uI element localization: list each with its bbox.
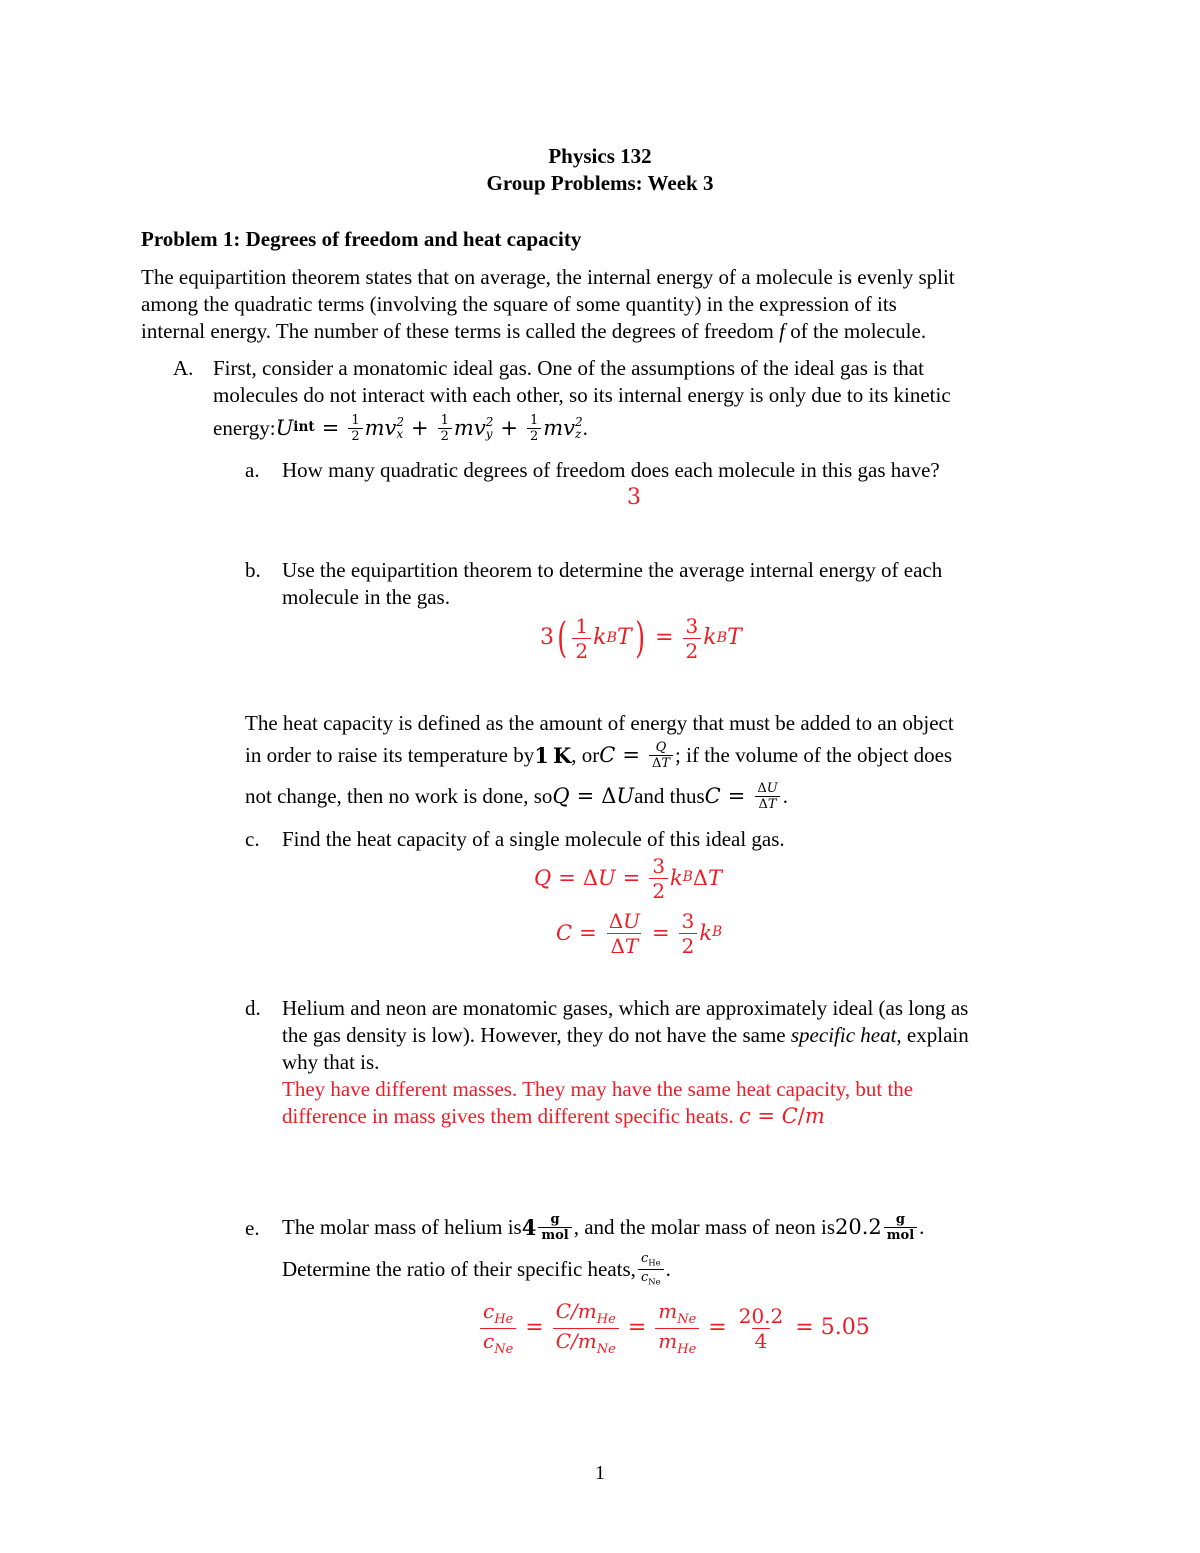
question-d-line-1: Helium and neon are monatomic gases, which are approximately ideal (as long as	[282, 996, 969, 1020]
question-e-label: e.	[245, 1216, 260, 1240]
question-a-text: How many quadratic degrees of freedom does each molecule in this gas have?	[282, 458, 940, 482]
heat-text-line-1: The heat capacity is defined as the amount of energy that must be added to an object	[245, 711, 954, 735]
question-e-line-1: The molar mass of helium is 4 $\frac{g}{\text{mol}}$ , and the molar mass of neon is 20.2 $\frac{g}{\text{mol}}$ .	[282, 1211, 925, 1243]
problem-title: Problem 1: Degrees of freedom and heat capacity	[141, 227, 582, 251]
question-e-line-2: Determine the ratio of their specific heats, $\frac{c_{He}}{c_{Ne}}$ .	[282, 1251, 671, 1287]
f-symbol: f	[779, 319, 785, 343]
answer-d-line-1: They have different masses. They may have the same heat capacity, but the	[282, 1077, 914, 1101]
intro-line-3: internal energy. The number of these terms is called the degrees of freedom f of the molecule.	[141, 319, 927, 343]
part-a-label: A.	[173, 356, 194, 380]
answer-c-equation-2: C = $\frac{\Delta U}{\Delta T}$ = $\frac{3}{2}$ k B	[556, 908, 723, 958]
question-d-label: d.	[245, 996, 261, 1020]
answer-b-equation: 3 ( $\frac{1}{2}$ k B T ) = $\frac{3}{2}$ k B T	[540, 613, 742, 663]
answer-d-line-2: difference in mass gives them different specific heats. c = C/m	[282, 1104, 825, 1128]
question-b-line-2: molecule in the gas.	[282, 585, 450, 609]
question-d-line-3: why that is.	[282, 1050, 380, 1074]
answer-a: 3	[627, 485, 641, 510]
heat-text-line-2: in order to raise its temperature by 1 K , or C = $\frac{Q}{\Delta T}$ ; if the volume of the object does	[245, 739, 953, 771]
page-number: 1	[595, 1462, 605, 1484]
question-b-line-1: Use the equipartition theorem to determine the average internal energy of each	[282, 558, 943, 582]
intro-line-1: The equipartition theorem states that on average, the internal energy of a molecule is evenly split	[141, 265, 955, 289]
internal-energy-equation: energy: U int = $\frac{1}{2}$ mv 2 x + $\frac{1}{2}$ mv 2 y + $\frac{1}{2}$ mv 2 z .	[213, 412, 588, 444]
heat-text-line-3: not change, then no work is done, so Q = ΔU and thus C = $\frac{\Delta U}{\Delta T}$ .	[245, 780, 788, 812]
question-c-text: Find the heat capacity of a single molecule of this ideal gas.	[282, 827, 785, 851]
course-title: Physics 132	[548, 144, 652, 168]
ratio-result: 5.05	[820, 1315, 870, 1340]
question-a-label: a.	[245, 458, 260, 482]
answer-e-equation: $\frac{c_{He}}{c_{Ne}}$ = $\frac{C/m_{He}}{C/m_{Ne}}$ = $\frac{m_{Ne}}{m_{He}}$ = $\frac{20.2}{4}$ = 5.05	[478, 1297, 870, 1359]
intro-line-2: among the quadratic terms (involving the square of some quantity) in the expression of its	[141, 292, 897, 316]
document-subtitle: Group Problems: Week 3	[486, 171, 714, 195]
question-d-line-2: the gas density is low). However, they do not have the same specific heat, explain	[282, 1023, 969, 1047]
part-a-line-1: First, consider a monatomic ideal gas. One of the assumptions of the ideal gas is that	[213, 356, 924, 380]
part-a-line-2: molecules do not interact with each other, so its internal energy is only due to its kinetic	[213, 383, 951, 407]
question-c-label: c.	[245, 827, 260, 851]
answer-c-equation-1: Q = ΔU = $\frac{3}{2}$ k B ΔT	[534, 853, 722, 903]
question-b-label: b.	[245, 558, 261, 582]
